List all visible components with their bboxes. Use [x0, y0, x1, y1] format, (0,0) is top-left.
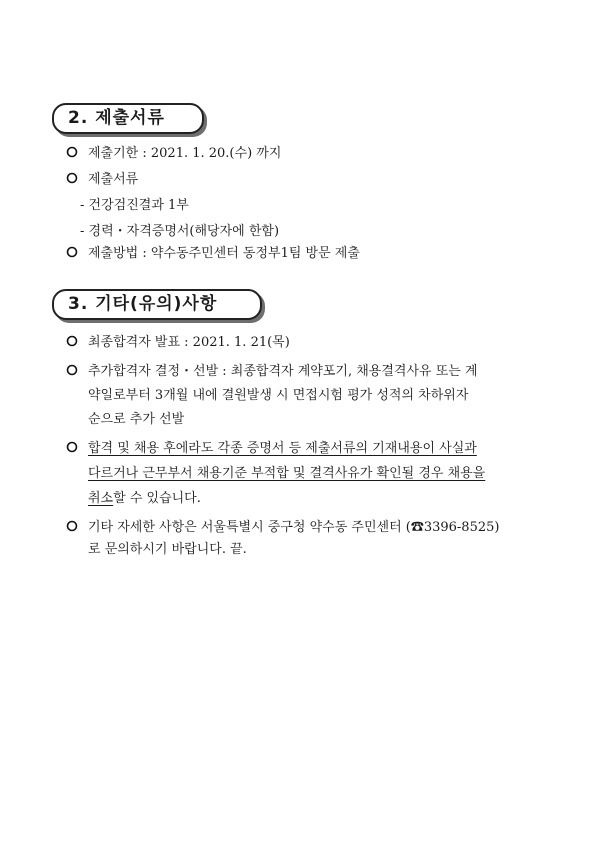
bullet-icon	[66, 441, 78, 453]
submission-method: 제출방법 : 약수동주민센터 동정부1팀 방문 제출	[88, 246, 360, 261]
cancellation-tail: 할 수 있습니다.	[113, 491, 201, 506]
cancellation-warning-line-1: 합격 및 채용 후에라도 각종 증명서 등 제출서류의 기재내용이 사실과	[88, 441, 477, 456]
document-health-check: - 건강검진결과 1부	[80, 198, 189, 213]
submission-deadline: 제출기한 : 2021. 1. 20.(수) 까지	[88, 146, 282, 161]
final-result-announcement: 최종합격자 발표 : 2021. 1. 21(목)	[88, 335, 290, 350]
additional-hire-line-2: 약일로부터 3개월 내에 결원발생 시 면접시험 평가 성적의 차하위자	[88, 388, 469, 403]
additional-hire-line-1: 추가합격자 결정・선발 : 최종합격자 계약포기, 채용결격사유 또는 계	[88, 364, 478, 379]
section-header-other-notes	[52, 289, 262, 320]
cancellation-warning-line-2: 다르거나 근무부서 채용기준 부적합 및 결격사유가 확인될 경우 채용을	[88, 466, 486, 481]
bullet-icon	[66, 146, 78, 158]
document-career-certificate: - 경력・자격증명서(해당자에 한함)	[80, 224, 280, 239]
bullet-icon	[66, 520, 78, 532]
section-title: 3. 기타(유의)사항	[68, 294, 218, 314]
contact-info-line-1: 기타 자세한 사항은 서울특별시 중구청 약수동 주민센터 (☎3396-8525)	[88, 520, 500, 535]
bullet-icon	[66, 364, 78, 376]
contact-info-line-2: 로 문의하시기 바랍니다. 끝.	[88, 542, 247, 557]
bullet-icon	[66, 172, 78, 184]
section-title: 2. 제출서류	[68, 108, 165, 128]
cancellation-warning-line-3	[88, 487, 201, 506]
submission-documents-label: 제출서류	[88, 172, 139, 187]
bullet-icon	[66, 335, 78, 347]
section-header-submission-docs	[52, 103, 204, 134]
cancellation-keyword: 취소	[88, 491, 114, 506]
bullet-icon	[66, 246, 78, 258]
additional-hire-line-3: 순으로 추가 선발	[88, 412, 185, 427]
